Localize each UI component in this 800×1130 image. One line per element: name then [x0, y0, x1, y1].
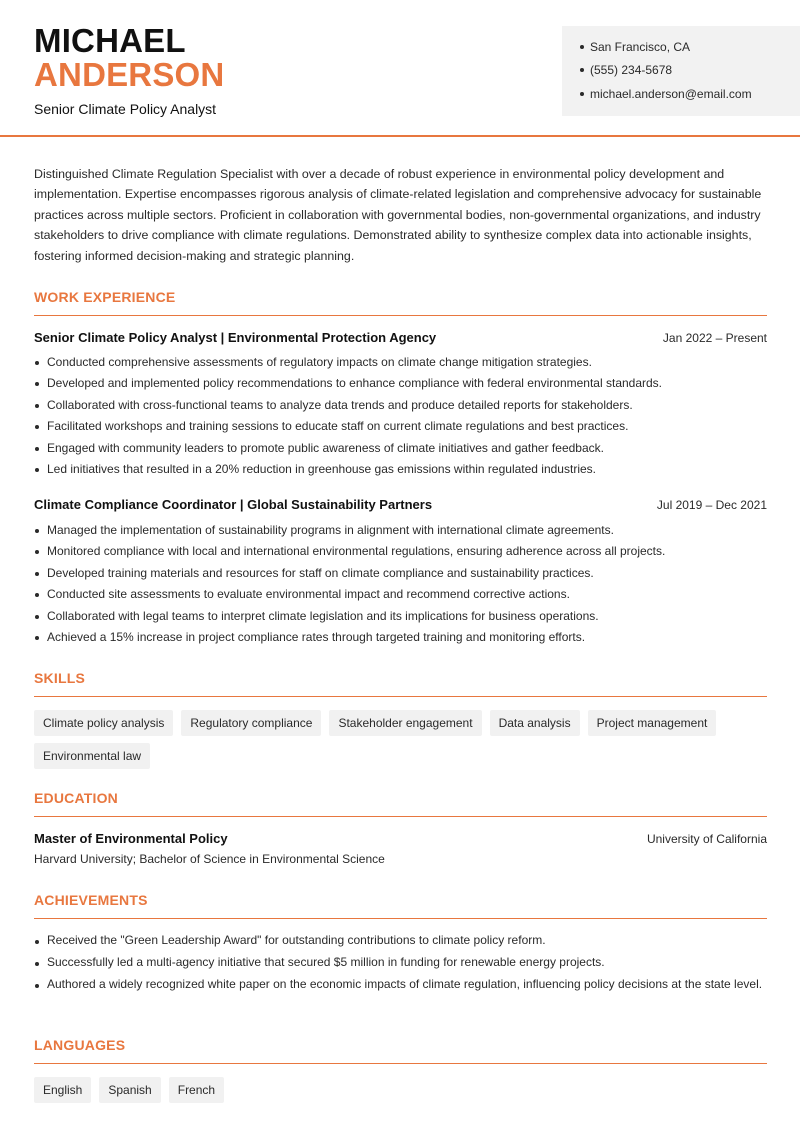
skill-tag: Data analysis [490, 710, 580, 736]
contact-location [580, 39, 690, 55]
skill-tag: Regulatory compliance [181, 710, 321, 736]
list-item: Developed and implemented policy recommendations to enhance compliance with federal environmental standards. [34, 373, 770, 394]
skill-tag: Project management [588, 710, 717, 736]
degree-title: Master of Environmental Policy [34, 831, 228, 846]
job-bullets [34, 352, 770, 480]
first-name: MICHAEL [34, 22, 186, 59]
list-item: Successfully led a multi-agency initiative that secured $5 million in funding for renewable energy projects. [34, 953, 770, 973]
section-title-education: EDUCATION [34, 790, 118, 806]
list-item: Conducted site assessments to evaluate environmental impact and recommend corrective actions. [34, 584, 770, 605]
list-item: Managed the implementation of sustainability programs in alignment with international climate agreements. [34, 520, 770, 541]
summary-paragraph: Distinguished Climate Regulation Specialist with over a decade of robust experience in environmental policy development and implementation. Expertise encompasses rigorous analysis of climate-related legislation and comprehensive advocacy for sustainable practices across multiple sectors. Proficient in collaboration with governmental bodies, non-governmental organizations, and industry stakeholders to drive compliance with climate regulations. Demonstrated ability to synthesize complex data into actionable insights, fostering informed decision-making and strategic planning. [34, 167, 762, 263]
section-divider [34, 918, 767, 919]
section-divider [34, 315, 767, 316]
contact-phone [580, 62, 672, 78]
job-role: Climate Compliance Coordinator | Global Sustainability Partners [34, 497, 433, 512]
contact-box [562, 26, 800, 116]
skill-tag: Stakeholder engagement [329, 710, 481, 736]
job-dates: Jan 2022 – Present [662, 331, 767, 345]
job-role: Senior Climate Policy Analyst | Environmental Protection Agency [34, 330, 437, 345]
list-item: Collaborated with legal teams to interpret climate legislation and its implications for business operations. [34, 606, 770, 627]
list-item: Collaborated with cross-functional teams to analyze data trends and produce detailed reports for stakeholders. [34, 395, 770, 416]
list-item: Achieved a 15% increase in project compliance rates through targeted training and monitoring efforts. [34, 627, 770, 648]
bullet-icon [580, 68, 584, 72]
skill-tag: Environmental law [34, 743, 150, 769]
section-title-achievements: ACHIEVEMENTS [34, 892, 148, 908]
language-tag: Spanish [99, 1077, 160, 1103]
section-divider [34, 696, 767, 697]
section-divider [34, 816, 767, 817]
job-title: Senior Climate Policy Analyst [34, 101, 217, 117]
list-item: Developed training materials and resources for staff on climate compliance and sustainability practices. [34, 563, 770, 584]
language-tag: French [169, 1077, 224, 1103]
contact-email[interactable] [580, 86, 752, 102]
language-tags [34, 1077, 774, 1110]
resume-header [0, 0, 800, 137]
language-tag: English [34, 1077, 91, 1103]
section-title-skills: SKILLS [34, 670, 85, 686]
email-link[interactable]: michael.anderson@email.com [590, 87, 752, 101]
section-title-languages: LANGUAGES [34, 1037, 126, 1053]
bullet-icon [580, 45, 584, 49]
skill-tag: Climate policy analysis [34, 710, 173, 736]
list-item: Received the "Green Leadership Award" for outstanding contributions to climate policy reform. [34, 931, 770, 951]
education-details: Harvard University; Bachelor of Science in Environmental Science [34, 852, 385, 866]
job-dates: Jul 2019 – Dec 2021 [656, 498, 767, 512]
section-title-work: WORK EXPERIENCE [34, 289, 176, 305]
list-item: Engaged with community leaders to promote public awareness of climate initiatives and gather feedback. [34, 438, 770, 459]
list-item: Monitored compliance with local and international environmental regulations, ensuring adherence across all projects. [34, 541, 770, 562]
list-item: Conducted comprehensive assessments of regulatory impacts on climate change mitigation strategies. [34, 352, 770, 373]
section-divider [34, 1063, 767, 1064]
bullet-icon [580, 92, 584, 96]
last-name: ANDERSON [34, 56, 225, 93]
school-name: University of California [646, 832, 767, 846]
job-bullets [34, 520, 770, 648]
list-item: Led initiatives that resulted in a 20% reduction in greenhouse gas emissions within regulated industries. [34, 459, 770, 480]
achievement-bullets [34, 931, 770, 997]
list-item: Authored a widely recognized white paper on the economic impacts of climate regulation, influencing policy decisions at the state level. [34, 975, 770, 995]
phone-text: (555) 234-5678 [590, 63, 673, 77]
location-text: San Francisco, CA [590, 40, 691, 54]
skills-tags [34, 710, 774, 776]
list-item: Facilitated workshops and training sessions to educate staff on current climate regulations and best practices. [34, 416, 770, 437]
